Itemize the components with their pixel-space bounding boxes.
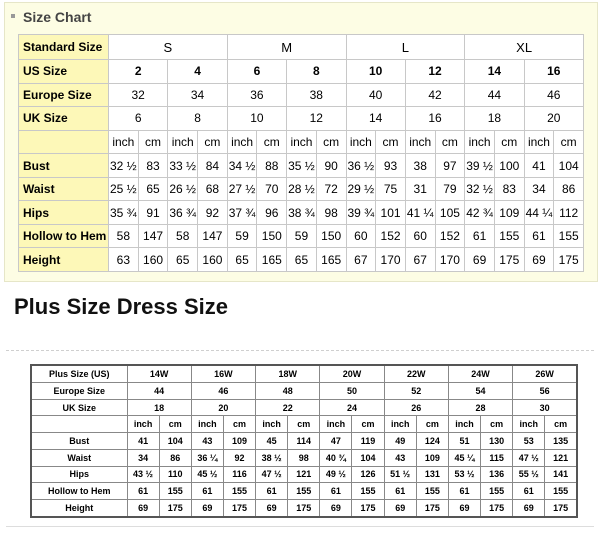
size-cell: 38 [287, 83, 346, 107]
measure-cell: 91 [138, 201, 168, 225]
measure-cell: 170 [435, 248, 465, 272]
unit-cell: inch [320, 416, 352, 433]
row-label: Waist [19, 177, 109, 201]
measure-cell: 92 [198, 201, 228, 225]
measure-cell: 65 [287, 248, 317, 272]
measure-cell: 49 ½ [320, 466, 352, 483]
measure-cell: 47 ½ [513, 449, 545, 466]
measure-cell: 61 [513, 483, 545, 500]
measure-cell: 51 [448, 433, 480, 450]
size-cell: 18 [465, 107, 524, 131]
measure-cell: 121 [288, 466, 320, 483]
measure-cell: 175 [545, 500, 577, 518]
measure-cell: 68 [198, 177, 228, 201]
unit-cell: inch [256, 416, 288, 433]
size-cell: 8 [168, 107, 227, 131]
measure-cell: 90 [316, 154, 346, 178]
measure-cell: 59 [287, 224, 317, 248]
size-cell: 28 [448, 399, 512, 416]
measure-cell: 79 [435, 177, 465, 201]
measure-cell: 32 ½ [109, 154, 139, 178]
unit-cell: inch [448, 416, 480, 433]
size-header-row [19, 35, 584, 60]
unit-row [19, 130, 584, 154]
unit-cell: inch [513, 416, 545, 433]
measure-cell: 38 ½ [256, 449, 288, 466]
measure-row [31, 500, 577, 518]
size-cell: 46 [524, 83, 583, 107]
measure-cell: 155 [159, 483, 191, 500]
size-cell: 46 [191, 382, 255, 399]
measure-cell: 59 [227, 224, 257, 248]
measure-cell: 147 [198, 224, 228, 248]
unit-cell: cm [554, 130, 584, 154]
unit-cell: cm [352, 416, 384, 433]
size-chart-title: Size Chart [23, 9, 92, 25]
measure-cell: 60 [405, 224, 435, 248]
unit-cell: inch [287, 130, 317, 154]
measure-cell: 55 ½ [513, 466, 545, 483]
measure-cell: 69 [191, 500, 223, 518]
size-header-cell: 24W [448, 365, 512, 382]
measure-cell: 131 [416, 466, 448, 483]
size-cell: 18 [127, 399, 191, 416]
unit-cell: inch [465, 130, 495, 154]
unit-cell: inch [191, 416, 223, 433]
measure-cell: 141 [545, 466, 577, 483]
unit-cell: cm [545, 416, 577, 433]
size-cell: 50 [320, 382, 384, 399]
measure-cell: 34 [127, 449, 159, 466]
unit-cell: cm [257, 130, 287, 154]
measure-cell: 114 [288, 433, 320, 450]
measure-cell: 61 [256, 483, 288, 500]
measure-cell: 69 [448, 500, 480, 518]
measure-cell: 98 [316, 201, 346, 225]
unit-cell: inch [109, 130, 139, 154]
measure-cell: 69 [524, 248, 554, 272]
measure-cell: 27 ½ [227, 177, 257, 201]
measure-cell: 83 [138, 154, 168, 178]
measure-cell: 67 [346, 248, 376, 272]
measure-cell: 61 [524, 224, 554, 248]
row-label: Hips [19, 201, 109, 225]
measure-cell: 41 [127, 433, 159, 450]
unit-cell: inch [127, 416, 159, 433]
measure-cell: 155 [416, 483, 448, 500]
size-header-cell: XL [465, 35, 584, 60]
measure-cell: 26 ½ [168, 177, 198, 201]
unit-cell: cm [288, 416, 320, 433]
size-cell: 12 [287, 107, 346, 131]
unit-cell: inch [384, 416, 416, 433]
unit-cell: cm [316, 130, 346, 154]
measure-cell: 69 [320, 500, 352, 518]
measure-cell: 28 ½ [287, 177, 317, 201]
measure-cell: 67 [405, 248, 435, 272]
row-label: Europe Size [19, 83, 109, 107]
measure-cell: 44 ¼ [524, 201, 554, 225]
plus-size-header-row [31, 365, 577, 382]
measure-cell: 83 [494, 177, 524, 201]
measure-cell: 33 ½ [168, 154, 198, 178]
measure-cell: 110 [159, 466, 191, 483]
measure-cell: 45 ½ [191, 466, 223, 483]
measure-cell: 65 [227, 248, 257, 272]
unit-cell: inch [524, 130, 554, 154]
size-cell: 54 [448, 382, 512, 399]
measure-cell: 69 [127, 500, 159, 518]
measure-cell: 124 [416, 433, 448, 450]
measure-cell: 42 ¾ [465, 201, 495, 225]
unit-cell: inch [227, 130, 257, 154]
measure-row [19, 201, 584, 225]
measure-cell: 53 [513, 433, 545, 450]
row-label [31, 416, 127, 433]
size-cell: 4 [168, 60, 227, 84]
measure-cell: 40 ¾ [320, 449, 352, 466]
measure-cell: 155 [481, 483, 513, 500]
row-label: Waist [31, 449, 127, 466]
row-label: Hips [31, 466, 127, 483]
measure-cell: 69 [384, 500, 416, 518]
measure-cell: 38 [405, 154, 435, 178]
measure-cell: 152 [376, 224, 406, 248]
measure-cell: 47 ½ [256, 466, 288, 483]
measure-cell: 109 [416, 449, 448, 466]
size-cell: 16 [524, 60, 583, 84]
size-cell: 42 [405, 83, 464, 107]
row-label: Height [19, 248, 109, 272]
size-cell: 10 [227, 107, 286, 131]
measure-cell: 170 [376, 248, 406, 272]
unit-cell: inch [168, 130, 198, 154]
measure-cell: 115 [481, 449, 513, 466]
measure-cell: 35 ½ [287, 154, 317, 178]
measure-cell: 86 [554, 177, 584, 201]
measure-cell: 119 [352, 433, 384, 450]
measure-row [19, 177, 584, 201]
measure-cell: 86 [159, 449, 191, 466]
size-cell: 52 [384, 382, 448, 399]
measure-cell: 53 ½ [448, 466, 480, 483]
measure-cell: 41 ¼ [405, 201, 435, 225]
unit-cell: inch [405, 130, 435, 154]
measure-cell: 150 [257, 224, 287, 248]
measure-cell: 155 [545, 483, 577, 500]
measure-cell: 75 [376, 177, 406, 201]
size-cell: 14 [346, 107, 405, 131]
measure-cell: 155 [554, 224, 584, 248]
measure-cell: 98 [288, 449, 320, 466]
measure-cell: 175 [481, 500, 513, 518]
measure-cell: 165 [316, 248, 346, 272]
size-row [19, 83, 584, 107]
measure-cell: 93 [376, 154, 406, 178]
size-cell: 8 [287, 60, 346, 84]
size-header-cell: L [346, 35, 465, 60]
size-cell: 2 [109, 60, 168, 84]
size-cell: 34 [168, 83, 227, 107]
measure-cell: 175 [223, 500, 255, 518]
measure-cell: 101 [376, 201, 406, 225]
measure-cell: 39 ½ [465, 154, 495, 178]
size-row [31, 399, 577, 416]
measure-cell: 175 [554, 248, 584, 272]
size-cell: 44 [465, 83, 524, 107]
measure-cell: 112 [554, 201, 584, 225]
measure-cell: 61 [191, 483, 223, 500]
measure-cell: 61 [384, 483, 416, 500]
measure-cell: 155 [288, 483, 320, 500]
measure-cell: 36 ¼ [191, 449, 223, 466]
measure-cell: 136 [481, 466, 513, 483]
size-header-cell: M [227, 35, 346, 60]
measure-cell: 160 [138, 248, 168, 272]
plus-size-table [30, 364, 578, 518]
section-divider [6, 350, 594, 351]
row-label: Bust [31, 433, 127, 450]
measure-cell: 69 [256, 500, 288, 518]
measure-cell: 36 ½ [346, 154, 376, 178]
measure-cell: 31 [405, 177, 435, 201]
measure-cell: 109 [223, 433, 255, 450]
measure-row [31, 483, 577, 500]
measure-cell: 45 ¼ [448, 449, 480, 466]
measure-cell: 43 ½ [127, 466, 159, 483]
measure-cell: 96 [257, 201, 287, 225]
measure-row [31, 433, 577, 450]
unit-cell: cm [376, 130, 406, 154]
measure-cell: 36 ¾ [168, 201, 198, 225]
size-header-cell: 26W [513, 365, 577, 382]
unit-cell: cm [481, 416, 513, 433]
size-cell: 36 [227, 83, 286, 107]
measure-cell: 175 [416, 500, 448, 518]
measure-cell: 97 [435, 154, 465, 178]
measure-cell: 65 [138, 177, 168, 201]
measure-cell: 61 [320, 483, 352, 500]
bullet-icon [11, 14, 15, 18]
unit-cell: cm [198, 130, 228, 154]
unit-cell: cm [435, 130, 465, 154]
size-cell: 32 [109, 83, 168, 107]
row-label: Height [31, 500, 127, 518]
measure-cell: 100 [494, 154, 524, 178]
measure-cell: 165 [257, 248, 287, 272]
row-label: UK Size [19, 107, 109, 131]
measure-cell: 47 [320, 433, 352, 450]
unit-cell: cm [159, 416, 191, 433]
size-header-cell: 16W [191, 365, 255, 382]
measure-row [19, 248, 584, 272]
measure-cell: 69 [513, 500, 545, 518]
measure-cell: 35 ¾ [109, 201, 139, 225]
measure-cell: 104 [352, 449, 384, 466]
size-chart-table [18, 34, 584, 272]
measure-cell: 175 [288, 500, 320, 518]
measure-cell: 25 ½ [109, 177, 139, 201]
row-label: Hollow to Hem [19, 224, 109, 248]
measure-cell: 105 [435, 201, 465, 225]
bottom-divider [6, 526, 594, 527]
measure-cell: 63 [109, 248, 139, 272]
measure-cell: 150 [316, 224, 346, 248]
plus-size-title: Plus Size Dress Size [14, 294, 228, 319]
measure-cell: 43 [384, 449, 416, 466]
size-row [31, 382, 577, 399]
size-cell: 6 [109, 107, 168, 131]
measure-cell: 152 [435, 224, 465, 248]
measure-cell: 155 [494, 224, 524, 248]
measure-cell: 160 [198, 248, 228, 272]
row-label: US Size [19, 60, 109, 84]
unit-cell: cm [494, 130, 524, 154]
unit-cell: cm [223, 416, 255, 433]
row-label: Bust [19, 154, 109, 178]
row-label: Standard Size [19, 35, 109, 60]
size-cell: 20 [191, 399, 255, 416]
row-label: Europe Size [31, 382, 127, 399]
measure-row [19, 224, 584, 248]
measure-cell: 41 [524, 154, 554, 178]
unit-cell: cm [138, 130, 168, 154]
measure-cell: 34 [524, 177, 554, 201]
measure-cell: 72 [316, 177, 346, 201]
measure-cell: 43 [191, 433, 223, 450]
measure-cell: 155 [223, 483, 255, 500]
measure-cell: 104 [554, 154, 584, 178]
measure-cell: 126 [352, 466, 384, 483]
measure-cell: 45 [256, 433, 288, 450]
measure-cell: 61 [448, 483, 480, 500]
measure-cell: 61 [127, 483, 159, 500]
measure-cell: 51 ½ [384, 466, 416, 483]
size-header-cell: 20W [320, 365, 384, 382]
size-header-cell: 14W [127, 365, 191, 382]
measure-cell: 147 [138, 224, 168, 248]
row-label: UK Size [31, 399, 127, 416]
size-cell: 26 [384, 399, 448, 416]
size-cell: 48 [256, 382, 320, 399]
measure-row [31, 466, 577, 483]
size-cell: 10 [346, 60, 405, 84]
measure-cell: 116 [223, 466, 255, 483]
measure-row [31, 449, 577, 466]
size-cell: 12 [405, 60, 464, 84]
measure-cell: 58 [109, 224, 139, 248]
unit-cell: inch [346, 130, 376, 154]
unit-row [31, 416, 577, 433]
size-cell: 40 [346, 83, 405, 107]
measure-cell: 29 ½ [346, 177, 376, 201]
size-row [19, 60, 584, 84]
measure-cell: 69 [465, 248, 495, 272]
size-header-cell: 18W [256, 365, 320, 382]
measure-cell: 38 ¾ [287, 201, 317, 225]
measure-cell: 39 ¾ [346, 201, 376, 225]
measure-cell: 60 [346, 224, 376, 248]
measure-cell: 104 [159, 433, 191, 450]
measure-cell: 61 [465, 224, 495, 248]
size-cell: 30 [513, 399, 577, 416]
measure-cell: 37 ¾ [227, 201, 257, 225]
size-cell: 24 [320, 399, 384, 416]
size-cell: 22 [256, 399, 320, 416]
measure-cell: 92 [223, 449, 255, 466]
size-cell: 20 [524, 107, 583, 131]
size-cell: 14 [465, 60, 524, 84]
row-label [19, 130, 109, 154]
size-row [19, 107, 584, 131]
size-cell: 56 [513, 382, 577, 399]
measure-cell: 34 ½ [227, 154, 257, 178]
measure-cell: 65 [168, 248, 198, 272]
measure-cell: 70 [257, 177, 287, 201]
unit-cell: cm [416, 416, 448, 433]
measure-cell: 49 [384, 433, 416, 450]
measure-cell: 175 [494, 248, 524, 272]
measure-cell: 130 [481, 433, 513, 450]
size-cell: 6 [227, 60, 286, 84]
size-header-cell: S [109, 35, 228, 60]
measure-cell: 32 ½ [465, 177, 495, 201]
measure-cell: 88 [257, 154, 287, 178]
size-cell: 44 [127, 382, 191, 399]
measure-row [19, 154, 584, 178]
measure-cell: 121 [545, 449, 577, 466]
measure-cell: 84 [198, 154, 228, 178]
measure-cell: 58 [168, 224, 198, 248]
measure-cell: 175 [352, 500, 384, 518]
row-label: Plus Size (US) [31, 365, 127, 382]
measure-cell: 175 [159, 500, 191, 518]
row-label: Hollow to Hem [31, 483, 127, 500]
measure-cell: 135 [545, 433, 577, 450]
measure-cell: 109 [494, 201, 524, 225]
size-header-cell: 22W [384, 365, 448, 382]
measure-cell: 155 [352, 483, 384, 500]
size-cell: 16 [405, 107, 464, 131]
